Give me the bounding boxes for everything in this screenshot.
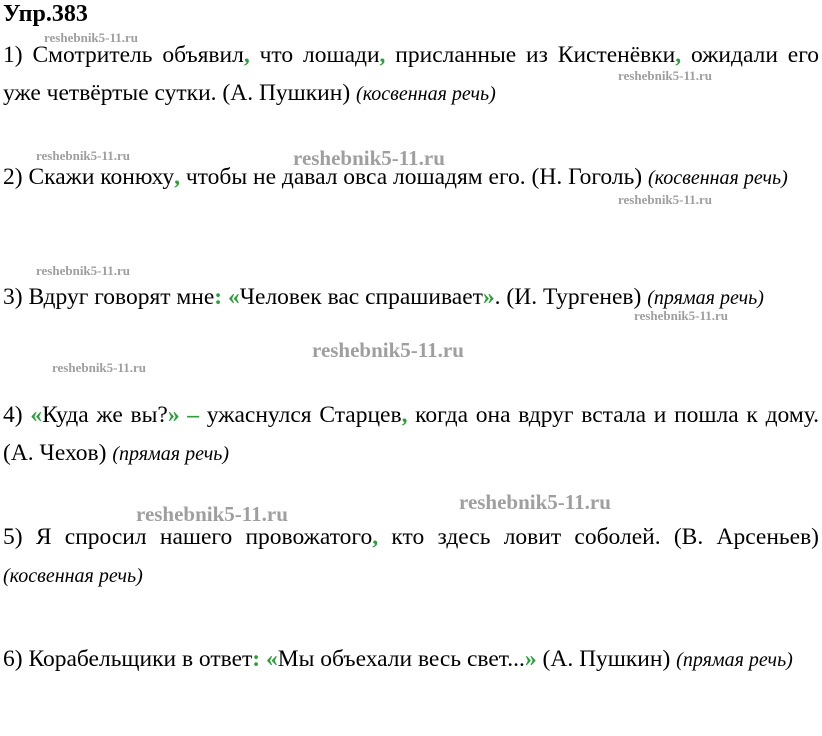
sentence-2-text-a: Скажи конюху (22, 164, 175, 190)
sentence-1-text-c: присланные из Кистенёвки (385, 42, 676, 68)
watermark: reshebnik5-11.ru (36, 148, 131, 163)
sentence-4-punct-3: , (401, 402, 408, 428)
sentence-5-speech-type: (косвенная речь) (3, 565, 143, 587)
sentence-3-text-d: . (И. Тургенев) (494, 284, 648, 310)
sentence-2-punct-1: , (174, 164, 180, 190)
watermark: reshebnik5-11.ru (459, 490, 611, 514)
sentence-6-punct-3: » (524, 646, 537, 672)
sentence-2-speech-type: (косвенная речь) (648, 167, 788, 189)
sentence-1-punct-2: , (379, 42, 386, 68)
watermark: reshebnik5-11.ru (44, 30, 139, 45)
sentence-4-speech-type: (прямая речь) (112, 443, 230, 465)
sentence-6-punct-1: : (252, 646, 261, 672)
exercise-title: Упр.383 (3, 1, 88, 27)
sentence-3-speech-type: (прямая речь) (647, 287, 764, 309)
sentence-3-text-c: Человек вас спрашивает (239, 284, 483, 310)
sentence-1-text-a: Смотритель объявил (22, 42, 244, 68)
sentence-2 (3, 158, 819, 197)
sentence-6-speech-type: (прямая речь) (676, 649, 793, 671)
sentence-1-number: 1) (3, 42, 23, 68)
sentence-1-punct-1: , (243, 42, 250, 68)
sentence-1-speech-type: (косвенная речь) (356, 83, 496, 105)
watermark: reshebnik5-11.ru (618, 68, 713, 83)
sentence-6-text-c: Мы объехали весь свет... (277, 646, 525, 672)
watermark: reshebnik5-11.ru (312, 338, 464, 362)
sentence-3-number: 3) (3, 284, 23, 310)
sentence-5-punct-1: , (372, 524, 379, 550)
watermark: reshebnik5-11.ru (634, 308, 729, 323)
sentence-4-text-c: когда она вдруг встала и пошла к дому. (А. Чехов) (3, 402, 819, 466)
watermark: reshebnik5-11.ru (136, 502, 288, 526)
sentence-2-text-b: чтобы не давал овса лошадям его. (Н. Гоголь) (179, 164, 648, 190)
sentence-1 (3, 36, 819, 113)
sentence-6-text-a: Корабельщики в ответ (22, 646, 253, 672)
sentence-6-text-d: (А. Пушкин) (536, 646, 677, 672)
sentence-6-punct-2: « (266, 646, 278, 672)
sentence-3-text-a: Вдруг говорят мне (22, 284, 215, 310)
sentence-1-text-b: что лошади (249, 42, 380, 68)
sentence-4 (3, 396, 819, 473)
sentence-1-punct-3: , (675, 42, 682, 68)
sentence-2-number: 2) (3, 164, 23, 190)
watermark: reshebnik5-11.ru (36, 263, 131, 278)
sentence-5-text-b: кто здесь ловит соболей. (В. Арсеньев) (378, 524, 819, 550)
sentence-4-punct-2: » – (167, 402, 200, 428)
sentence-4-number: 4) (3, 402, 23, 428)
sentence-5 (3, 518, 819, 595)
watermark: reshebnik5-11.ru (618, 192, 713, 207)
sentence-3-punct-1: : (214, 284, 223, 310)
sentence-4-text-a: Куда же вы? (42, 402, 168, 428)
sentence-3-punct-2: « (227, 284, 240, 310)
sentence-4-text-b: ужаснулся Старцев (199, 402, 402, 428)
sentence-5-number: 5) (3, 524, 23, 550)
sentence-5-text-a: Я спросил нашего провожатого (22, 524, 373, 550)
watermark: reshebnik5-11.ru (293, 146, 445, 170)
sentence-6-number: 6) (3, 646, 23, 672)
sentence-3-punct-3: » (482, 284, 495, 310)
sentence-3 (3, 278, 819, 317)
sentence-6 (3, 640, 819, 679)
watermark: reshebnik5-11.ru (52, 360, 147, 375)
sentence-4-punct-1: « (30, 402, 43, 428)
sentence-1-text-d: ожидали его уже четвёртые сутки. (А. Пушкин) (3, 42, 820, 106)
